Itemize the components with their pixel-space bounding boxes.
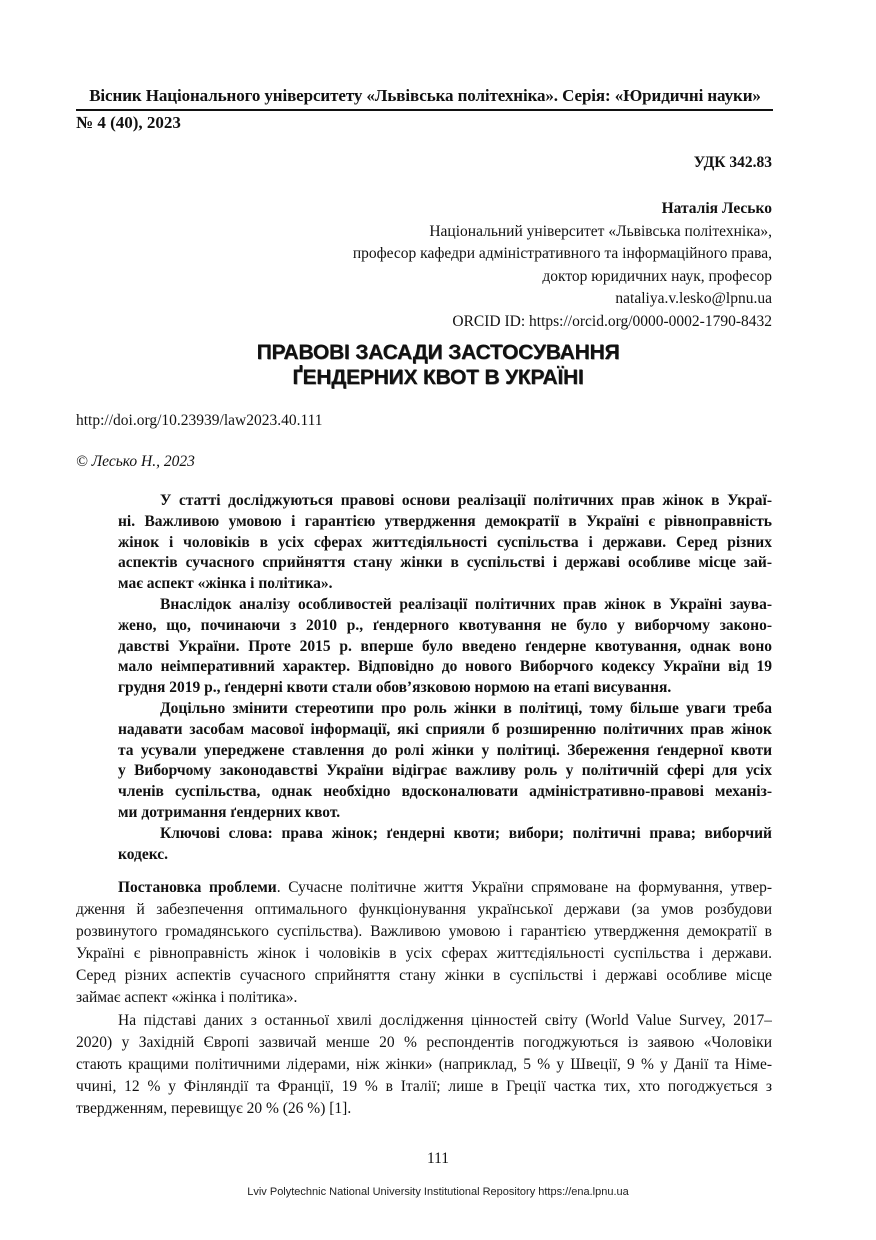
body-line: Україні є рівноправність жінок і чоловіків в усіх сферах життєдіяльності суспільства і держави. xyxy=(76,945,772,963)
abstract-line: членів суспільства, однак необхідно вдосконалювати адміністративно-правові механіз- xyxy=(118,783,772,801)
article-title xyxy=(76,340,800,390)
section-heading: Постановка проблеми xyxy=(118,879,277,896)
keywords-line: кодекс. xyxy=(118,845,169,863)
body-line: розвинутого громадянського суспільства). Важливою умовою і гарантією утвердження демократії в xyxy=(76,923,772,941)
abstract-line: Доцільно змінити стереотипи про роль жінки в політиці, тому більше уваги треба xyxy=(160,699,772,717)
abstract-line: мало неімперативний характер. Відповідно до нового Виборчого кодексу України від 19 xyxy=(118,658,772,676)
page-number: 111 xyxy=(426,1150,450,1167)
author-affiliation: Національний університет «Львівська політехніка», xyxy=(429,222,772,240)
title-line: ПРАВОВІ ЗАСАДИ ЗАСТОСУВАННЯ xyxy=(256,341,620,364)
body-line: 2020) у Західній Європі зазвичай менше 20 % респондентів погоджуються із заявою «Чоловіки xyxy=(76,1033,772,1051)
body-line: стають кращими політичними лідерами, ніж жінки» (наприклад, 5 % у Швеції, 9 % у Данії та Німе- xyxy=(76,1055,772,1073)
body-line xyxy=(76,877,772,899)
issue-number: № 4 (40), 2023 xyxy=(76,113,181,132)
abstract-line: аспектів сучасного сприйняття стану жінки в суспільстві і державі особливе місце зай- xyxy=(118,554,772,572)
abstract-line: у Виборчому законодавстві України відіграє важливу роль у політичній сфері для усіх xyxy=(118,762,772,780)
abstract-line: давстві України. Проте 2015 р. вперше було введено ґендерне квотування, однак воно xyxy=(118,637,772,655)
header-divider xyxy=(76,109,773,111)
abstract-line: У статті досліджуються правові основи реалізації політичних прав жінок в Украї- xyxy=(160,492,772,509)
author-orcid[interactable]: ORCID ID: https://orcid.org/0000-0002-1790-8432 xyxy=(452,312,772,330)
abstract-line: жінок і чоловіків в усіх сферах життєдіяльності суспільства і держави. Серед різних xyxy=(118,533,772,551)
abstract-line: надавати засобам масової інформації, які сприяли б розширенню політичних прав жінок xyxy=(118,720,772,738)
body-line: На підставі даних з останньої хвилі дослідження цінностей світу (World Value Survey, 2017– xyxy=(118,1011,772,1029)
author-degree: доктор юридичних наук, професор xyxy=(542,267,772,285)
body-line: Серед різних аспектів сучасного сприйняття стану жінки в суспільстві і державі особливе місце xyxy=(76,967,772,985)
body-text: . Сучасне політичне життя України спрямоване на формування, утвер- xyxy=(276,879,772,896)
abstract-line: ми дотримання ґендерних квот. xyxy=(118,803,341,821)
author-name: Наталія Лесько xyxy=(661,200,772,217)
body-line: дження й забезпечення оптимального функціонування української держави (за умов розбудови xyxy=(76,901,772,919)
copyright: © Лесько Н., 2023 xyxy=(76,453,195,470)
abstract-line: має аспект «жінка і політика». xyxy=(118,575,333,593)
author-position: професор кафедри адміністративного та інформаційного права, xyxy=(352,245,772,263)
body-line: твердженням, перевищує 20 % (26 %) [1]. xyxy=(76,1099,352,1117)
title-line: ҐЕНДЕРНИХ КВОТ В УКРАЇНІ xyxy=(292,366,584,389)
abstract-line: грудня 2019 р., ґендерні квоти стали обов’язковою нормою на етапі висування. xyxy=(118,679,672,697)
keywords-line: Ключові слова: права жінок; ґендерні квоти; вибори; політичні права; виборчий xyxy=(160,824,772,842)
author-block xyxy=(353,198,772,334)
journal-header: Вісник Національного університету «Львівська політехніка». Серія: «Юридичні науки» xyxy=(89,86,761,105)
udk-code: УДК 342.83 xyxy=(693,154,772,171)
abstract xyxy=(118,491,772,865)
article-body xyxy=(76,877,772,1120)
body-line: займає аспект «жінка і політика». xyxy=(76,989,298,1007)
abstract-line: жено, що, починаючи з 2010 р., ґендерного квотування не було у виборчому законо- xyxy=(118,616,772,634)
abstract-line: та усували упереджене ставлення до ролі жінки у політиці. Збереження ґендерної квоти xyxy=(118,741,772,759)
repository-footer: Lviv Polytechnic National University Institutional Repository https://ena.lpnu.ua xyxy=(247,1186,629,1198)
doi-link[interactable]: http://doi.org/10.23939/law2023.40.111 xyxy=(76,412,323,429)
abstract-line: Внаслідок аналізу особливостей реалізації політичних прав жінок в Україні заува- xyxy=(160,595,772,613)
author-email[interactable]: nataliya.v.lesko@lpnu.ua xyxy=(615,290,772,308)
body-line: ччині, 12 % у Фінляндії та Франції, 19 % в Італії; лише в Греції частка тих, хто погоджується з xyxy=(76,1077,772,1095)
abstract-line: ні. Важливою умовою і гарантією утвердження демократії в Україні є рівноправність xyxy=(118,512,772,530)
